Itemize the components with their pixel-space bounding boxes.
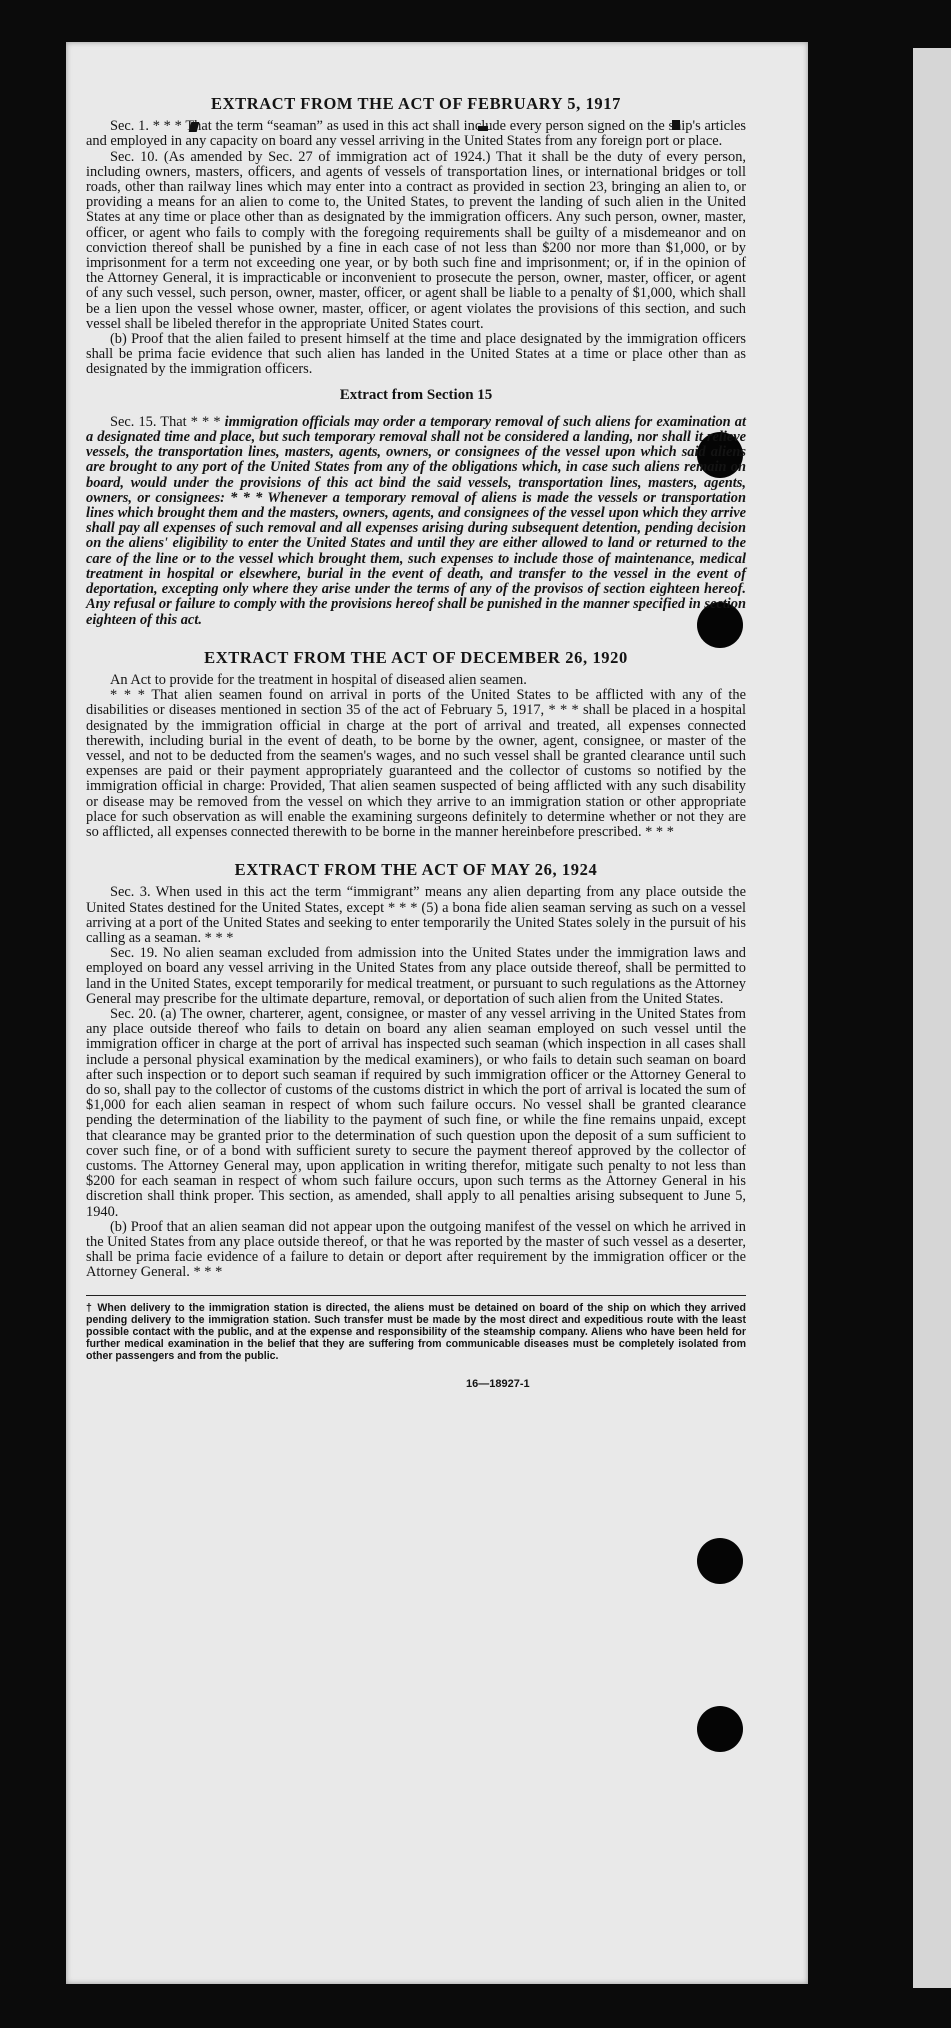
form-number: 16—18927-1: [466, 1377, 530, 1390]
punch-hole: [697, 1706, 743, 1752]
section-15-text: immigration officials may order a temporary removal of such aliens for examination at a designated time and place, but such temporary removal shall not be considered a landing, nor shall it relieve vessels, the transportation lines, masters, agents, owners, or consignees of the vessel upon which said aliens are brought to any port of the United States from any of the obligations which, in case such aliens remain on board, would under the provisions of this act bind the said vessels, transportation lines, masters, agents, owners, or consignees: * * * Whenever a temporary removal of aliens is made the vessels or transportation lines which brought them and the masters, owners, agents, and consignees of the vessel upon which they arrive shall pay all expenses of such removal and all expenses arising during subsequent detention, pending decision on the aliens' eligibility to enter the United States and until they are either allowed to land or returned to the care of the line or to the vessel which brought them, such expenses to include those of maintenance, medical treatment in hospital or elsewhere, burial in the event of death, and transfer to the vessel in the event of deportation, excepting only where they arise under the terms of any of the provisos of section eighteen hereof. Any refusal or failure to comply with the provisions hereof shall be punished in the manner specified in section eighteen of this act.: [86, 413, 746, 628]
adjacent-page-edge: [913, 48, 951, 1988]
section-20-b: (b) Proof that an alien seaman did not appear upon the outgoing manifest of the vessel on which he arrived in the United States from any place outside thereof, or that he was reported by the master of such vessel as a deserter, shall be prima facie evidence of a failure to detain or deport after requirement by the immigration officer or the Attorney General. * * *: [86, 1218, 746, 1281]
section-3: Sec. 3. When used in this act the term “immigrant” means any alien departing from any place outside the United States destined for the United States, except * * * (5) a bona fide alien seaman serving as such on a vessel arriving at a port of the United States and seeking to enter temporarily the United States solely in the pursuit of his calling as a seaman. * * *: [86, 884, 746, 946]
punch-hole: [697, 1538, 743, 1584]
section-15: [86, 415, 746, 628]
heading-act-1917: EXTRACT FROM THE ACT OF FEBRUARY 5, 1917: [211, 94, 621, 113]
section-15-lead: Sec. 15. That * * *: [110, 413, 221, 430]
section-19: Sec. 19. No alien seaman excluded from admission into the United States under the immigration laws and employed on board any vessel arriving in the United States from any place outside thereof, shall be permitted to land in the United States, except temporarily for medical treatment, or pursuant to such regulations as the Attorney General may prescribe for the ultimate departure, removal, or deportation of such alien from the United States.: [86, 945, 746, 1007]
heading-act-1924: EXTRACT FROM THE ACT OF MAY 26, 1924: [234, 860, 598, 880]
section-20-a: Sec. 20. (a) The owner, charterer, agent, consignee, or master of any vessel arriving in the United States from any place outside thereof who fails to detain on board any alien seaman employed on such vessel until the immigration officer in charge at the port of arrival has inspected such seaman (which inspection in all cases shall include a personal physical examination by the medical examiners), or who fails to detain such seaman on board after such inspection or to deport such seaman if required by such immigration officer or the Attorney General to do so, shall pay to the collector of customs of the customs district in which the port of arrival is located the sum of $1,000 for each alien seaman in respect of whom such failure occurs. No vessel shall be granted clearance pending the determination of the liability to the payment of such fine, or while the fine remains unpaid, except that clearance may be granted prior to the determination of such question upon the deposit of a sum sufficient to cover such fine, or of a bond with sufficient surety to secure the payment thereof approved by the collector of customs. The Attorney General may, upon application in writing therefor, mitigate such penalty to not less than $200 for each seaman in respect of whom such failure occurs, upon such terms as the Attorney General in his discretion shall think proper. This section, as amended, shall apply to all penalties arising subsequent to June 5, 1940.: [86, 1005, 746, 1220]
footnote: † When delivery to the immigration station is directed, the aliens must be detained on board of the ship on which they arrived pending delivery to the immigration station. Such transfer must be made by the most direct and expeditious route with the least possible contact with the public, and at the expense and responsibility of the steamship company. Aliens who have been held for further medical examination in the belief that they are suffering from communicable diseases must be completely isolated from other passengers and from the public.: [86, 1295, 746, 1363]
document-text: [86, 96, 746, 1392]
section-10-b: (b) Proof that the alien failed to present himself at the time and place designated by the immigration officers shall be prima facie evidence that such alien has landed in the United States at a time or place other than as designated by the immigration officers.: [86, 331, 746, 378]
heading-section-15: Extract from Section 15: [339, 386, 493, 403]
section-1: Sec. 1. * * * That the term “seaman” as used in this act shall include every person signed on the ship's articles and employed in any capacity on board any vessel arriving in the United States from any foreign port or place.: [86, 118, 746, 150]
heading-act-1920: EXTRACT FROM THE ACT OF DECEMBER 26, 1920: [204, 647, 628, 667]
section-10: Sec. 10. (As amended by Sec. 27 of immigration act of 1924.) That it shall be the duty of every person, including owners, masters, officers, and agents of vessels of transportation lines, or international bridges or toll roads, other than railway lines which may enter into a contract as provided in section 23, bringing an alien to, or providing a means for an alien to come to, the United States, to prevent the landing of such alien in the United States at any time or place other than as designated by the immigration officers. Any such person, owner, master, officer, or agent who fails to comply with the foregoing requirements shall be guilty of a misdemeanor and on conviction thereof shall be punished by a fine in each case of not less than $200 nor more than $1,000, or by imprisonment for a term not exceeding one year, or by both such fine and imprisonment; or, if in the opinion of the Attorney General, it is impracticable or inconvenient to prosecute the person, owner, master, officer, or agent of any such vessel, such person, owner, master, officer, or agent shall be liable to a penalty of $1,000, which shall be a lien upon the vessel whose owner, master, officer, or agent violates the provisions of this section, and such vessel shall be libeled therefor in the appropriate United States court.: [86, 148, 746, 332]
act-1920-body: * * * That alien seamen found on arrival in ports of the United States to be afflicted with any of the disabilities or diseases mentioned in section 35 of the act of February 5, 1917, * * * shall be placed in a hospital designated by the immigration official in charge at the port of arrival and treated, all expenses connected therewith, including burial in the event of death, to be borne by the owner, agent, consignee, or master of the vessel, and not to be deducted from the seamen's wages, and no such vessel shall be granted clearance until such expenses are paid or their payment appropriately guaranteed and the collector of customs so notified by the immigration official in charge: Provided, That alien seamen suspected of being afflicted with any such disability or disease may be removed from the vessel on which they arrive to an immigration station or other appropriate place for such observation as will enable the examining surgeons definitely to determine whether or not they are so afflicted, all expenses connected therewith to be borne in the manner hereinbefore prescribed. * * *: [86, 687, 746, 840]
act-1920-title: An Act to provide for the treatment in hospital of diseased alien seamen.: [110, 671, 527, 688]
